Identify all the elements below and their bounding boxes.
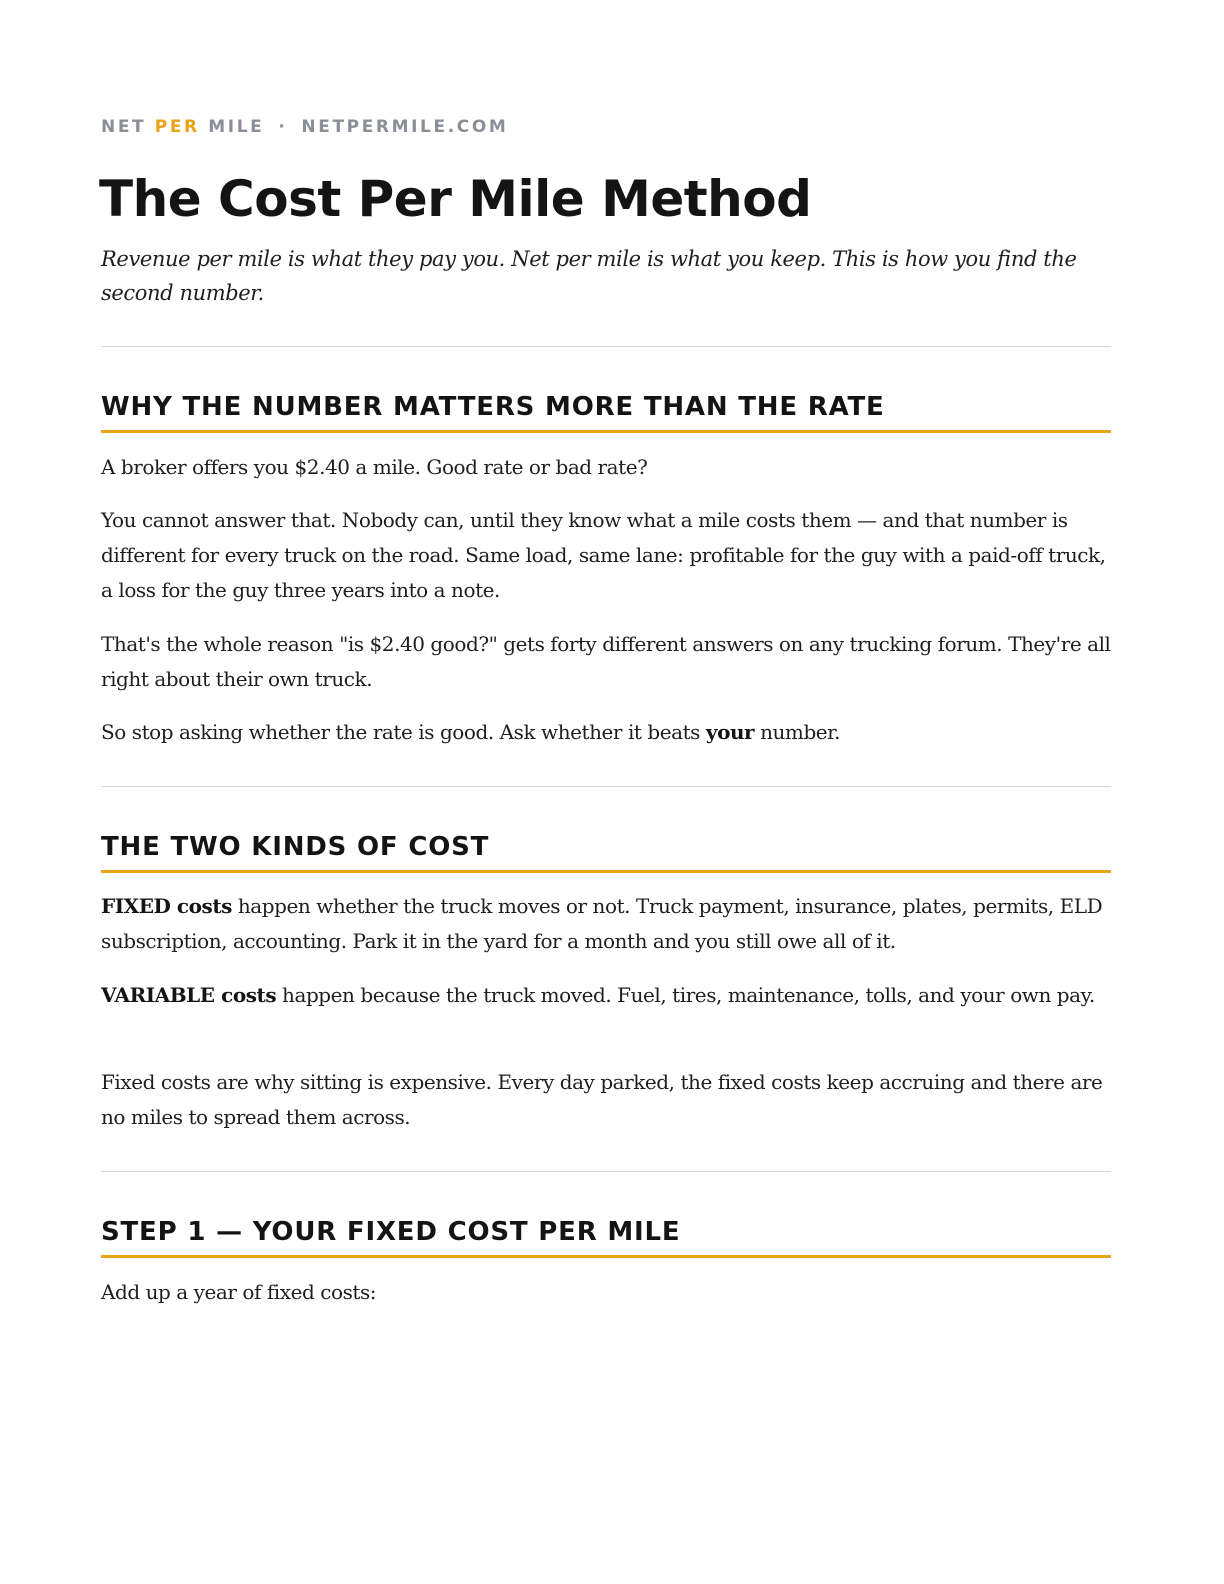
paragraph-text: number. (754, 720, 840, 744)
paragraph (101, 889, 1111, 959)
brand-separator: · (278, 117, 288, 137)
section-heading: STEP 1 — YOUR FIXED COST PER MILE (101, 1217, 1111, 1258)
paragraph (101, 715, 1111, 750)
term-label: FIXED costs (101, 894, 232, 918)
brand-header (101, 117, 508, 137)
paragraph-text: So stop asking whether the rate is good. Ask whether it beats (101, 720, 706, 744)
section-heading: WHY THE NUMBER MATTERS MORE THAN THE RATE (101, 392, 1111, 433)
section-divider (101, 786, 1111, 787)
paragraph: Add up a year of fixed costs: (101, 1280, 377, 1304)
page-subtitle: Revenue per mile is what they pay you. Net per mile is what you keep. This is how you find the second number. (101, 247, 1077, 305)
section-divider (101, 1171, 1111, 1172)
paragraph: A broker offers you $2.40 a mile. Good rate or bad rate? (101, 455, 648, 479)
brand-part-mile: MILE (199, 117, 265, 137)
page-title: The Cost Per Mile Method (99, 170, 812, 228)
paragraph: Fixed costs are why sitting is expensive. Every day parked, the fixed costs keep accruing and there are no miles to spread them across. (101, 1070, 1103, 1129)
emphasis-text: your (705, 720, 755, 744)
paragraph-text: happen because the truck moved. Fuel, tires, maintenance, tolls, and your own pay. (276, 983, 1095, 1007)
paragraph-text: happen whether the truck moves or not. Truck payment, insurance, plates, permits, ELD subscription, accounting. Park it in the yard for a month and you still owe all of it. (101, 894, 1103, 953)
term-label: VARIABLE costs (101, 983, 277, 1007)
brand-site: NETPERMILE.COM (301, 117, 509, 137)
brand-part-per: PER (154, 117, 200, 137)
paragraph: You cannot answer that. Nobody can, until they know what a mile costs them — and that number is different for every truck on the road. Same load, same lane: profitable for the guy with a paid-off truck, a loss for the guy three years into a note. (101, 508, 1106, 602)
section-divider (101, 346, 1111, 347)
paragraph (101, 978, 1111, 1013)
brand-name (101, 117, 264, 137)
brand-part-net: NET (101, 117, 155, 137)
paragraph: That's the whole reason "is $2.40 good?" gets forty different answers on any trucking forum. They're all right about their own truck. (101, 632, 1111, 691)
section-heading: THE TWO KINDS OF COST (101, 832, 1111, 873)
